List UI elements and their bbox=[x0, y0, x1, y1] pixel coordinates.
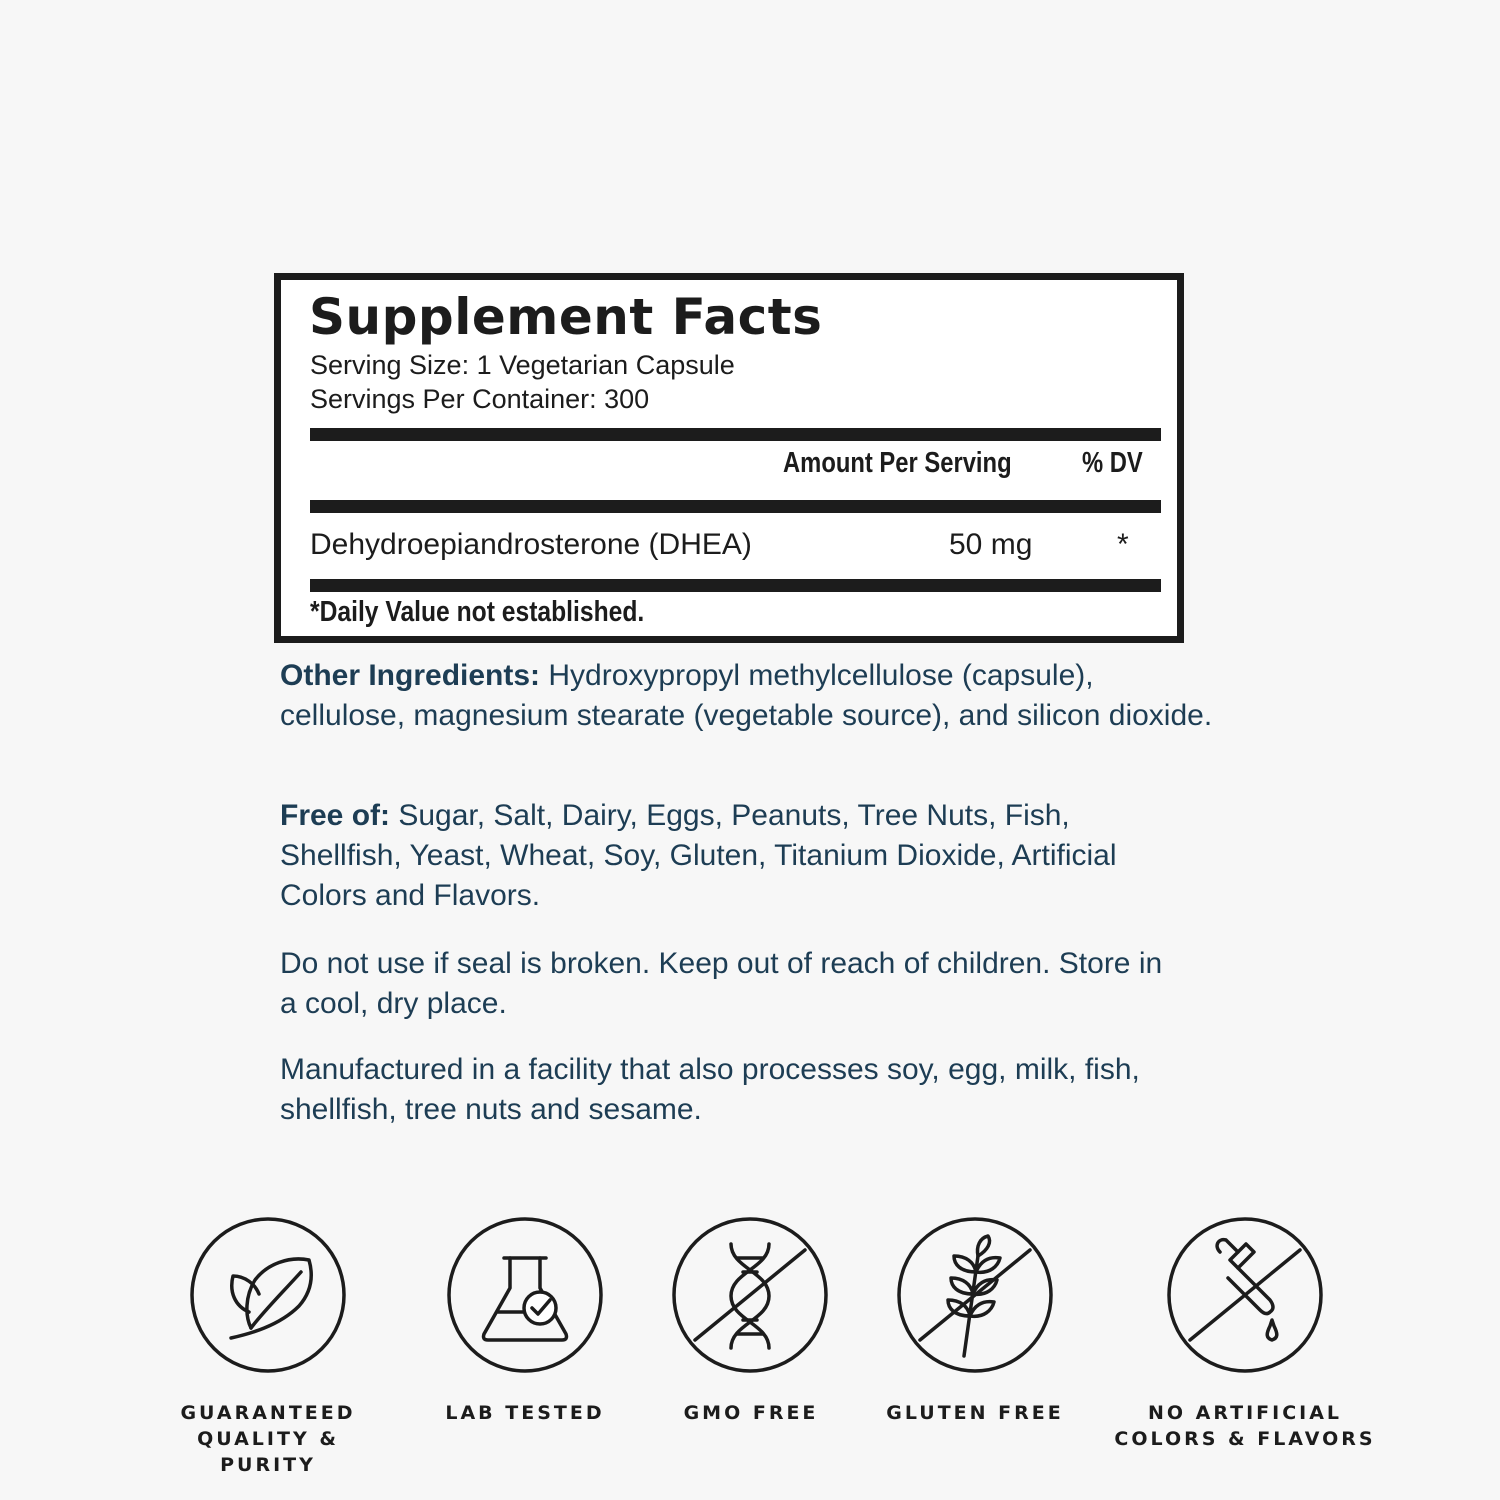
free-of-label: Free of: bbox=[280, 799, 391, 832]
header-amount-per-serving: Amount Per Serving bbox=[783, 447, 1012, 479]
other-ingredients bbox=[280, 656, 1220, 736]
other-ingredients-label: Other Ingredients: bbox=[280, 659, 541, 692]
divider-thick-middle bbox=[310, 500, 1161, 513]
divider-thick-top bbox=[310, 428, 1161, 441]
free-of bbox=[280, 796, 1180, 916]
dropper-crossed-icon bbox=[1166, 1216, 1324, 1374]
warning-text: Do not use if seal is broken. Keep out of reach of children. Store in a cool, dry place. bbox=[280, 947, 1163, 1020]
supplement-facts-panel bbox=[274, 273, 1184, 643]
badge-label-gmo: GMO FREE bbox=[683, 1402, 819, 1424]
free-of-text: Sugar, Salt, Dairy, Eggs, Peanuts, Tree Nuts, Fish, Shellfish, Yeast, Wheat, Soy, Gluten, Titanium Dioxide, Artificial Colors and Flavors. bbox=[280, 799, 1117, 912]
wheat-crossed-icon bbox=[896, 1216, 1054, 1374]
dna-crossed-icon bbox=[671, 1216, 829, 1374]
servings-per-container: Servings Per Container: 300 bbox=[310, 384, 650, 414]
leaf-icon bbox=[189, 1216, 347, 1374]
badge-label-artificial: NO ARTIFICIAL COLORS & FLAVORS bbox=[1114, 1402, 1376, 1450]
serving-size: Serving Size: 1 Vegetarian Capsule bbox=[310, 350, 735, 380]
badge-label-gluten: GLUTEN FREE bbox=[886, 1402, 1064, 1424]
daily-value-footnote: *Daily Value not established. bbox=[310, 596, 645, 628]
flask-check-icon bbox=[446, 1216, 604, 1374]
manufacturing-text: Manufactured in a facility that also processes soy, egg, milk, fish, shellfish, tree nuts and sesame. bbox=[280, 1053, 1140, 1126]
ingredient-amount: 50 mg bbox=[949, 528, 1033, 561]
badge-label-quality: GUARANTEED QUALITY & PURITY bbox=[180, 1402, 356, 1476]
other-ingredients-text: Hydroxypropyl methylcellulose (capsule), cellulose, magnesium stearate (vegetable source), and silicon dioxide. bbox=[280, 659, 1213, 732]
divider-thick-bottom bbox=[310, 579, 1161, 592]
ingredient-dv: * bbox=[1117, 528, 1129, 561]
facts-title: Supplement Facts bbox=[309, 288, 823, 346]
badge-label-lab: LAB TESTED bbox=[445, 1402, 605, 1424]
header-daily-value: % DV bbox=[1082, 447, 1143, 479]
ingredient-name: Dehydroepiandrosterone (DHEA) bbox=[310, 528, 752, 561]
